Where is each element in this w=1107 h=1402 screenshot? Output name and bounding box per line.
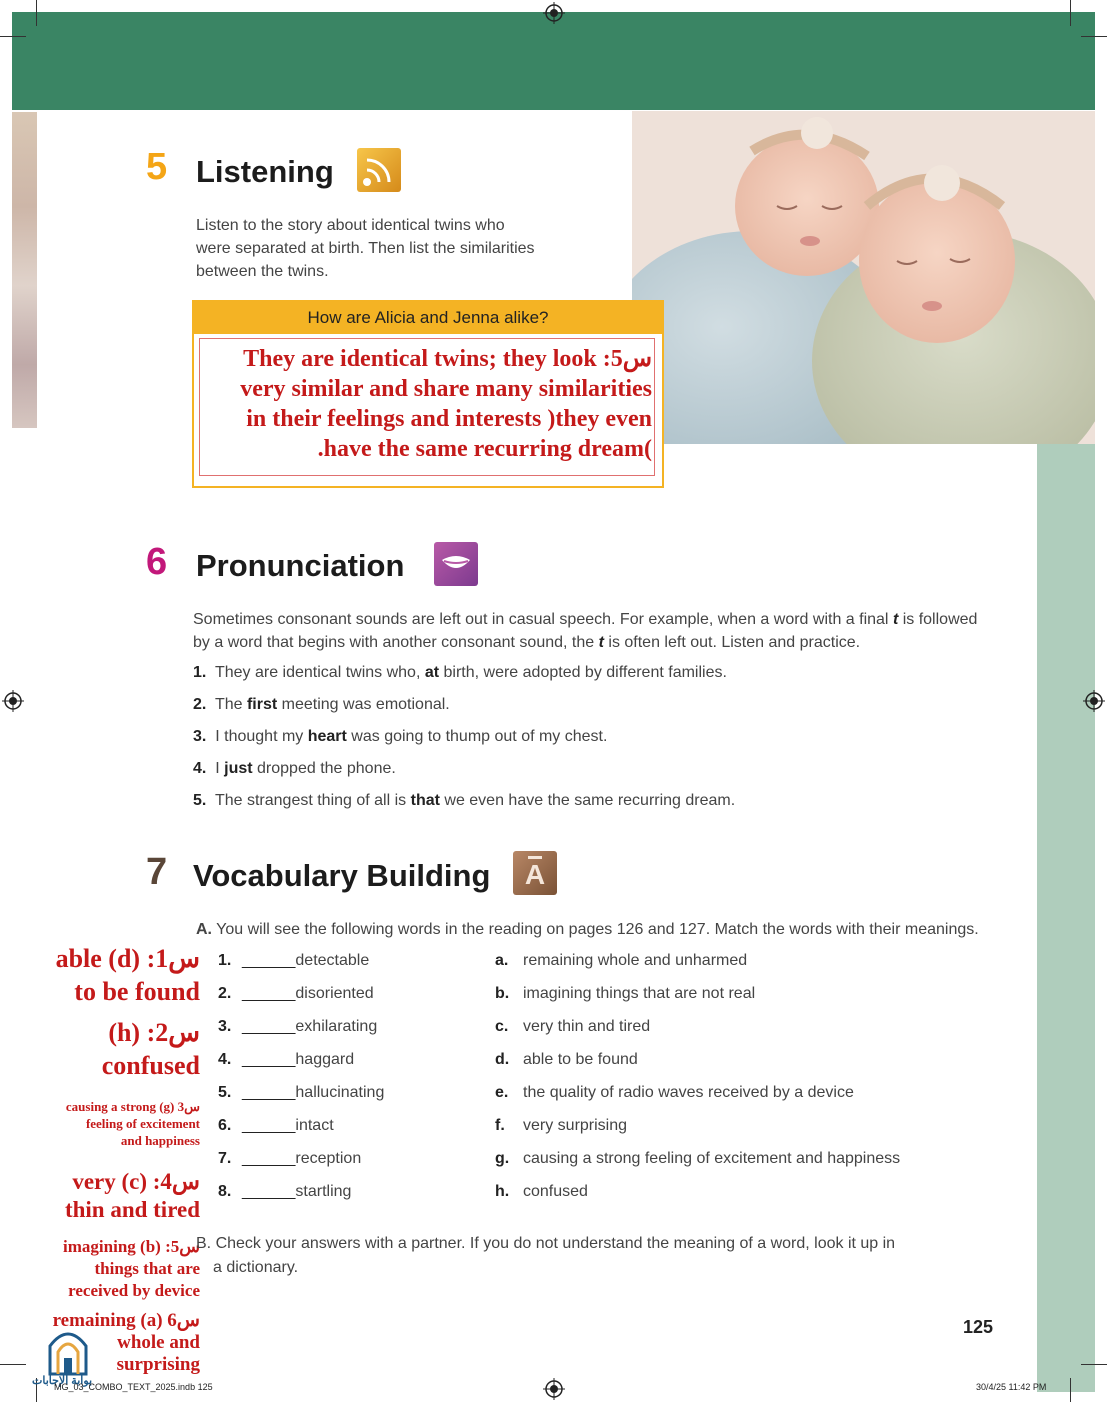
question-header: How are Alicia and Jenna alike? bbox=[194, 302, 662, 334]
page-number: 125 bbox=[963, 1317, 994, 1337]
handwritten-answer-1: able (d) :1س to be found bbox=[55, 944, 200, 1006]
list-item: 5. The strangest thing of all is that we even have the same recurring dream. bbox=[193, 792, 736, 809]
list-item: 3. ______exhilarating bbox=[218, 1018, 378, 1035]
registration-target-icon bbox=[1083, 690, 1105, 712]
handwritten-answer-6: remaining (a) 6س whole and surprising bbox=[52, 1310, 200, 1375]
list-item: 3. I thought my heart was going to thump out of my chest. bbox=[193, 728, 608, 745]
answer-line: They are identical twins; they look :5س bbox=[243, 346, 652, 372]
instruction-line: were separated at birth. Then list the similarities bbox=[196, 240, 535, 257]
instruction-line: Listen to the story about identical twins who bbox=[196, 217, 505, 234]
handwritten-answer-4: very (c) :4س thin and tired bbox=[64, 1169, 200, 1222]
part-b-line: B. Check your answers with a partner. If you do not understand the meaning of a word, look it up in bbox=[196, 1235, 896, 1252]
top-green-band bbox=[12, 12, 1095, 110]
list-item: 4. ______haggard bbox=[218, 1051, 355, 1068]
list-item: 1. ______detectable bbox=[218, 952, 370, 969]
list-item: f. very surprising bbox=[495, 1117, 628, 1134]
intro-line: Sometimes consonant sounds are left out in casual speech. For example, when a word with a final t is followed bbox=[193, 611, 978, 628]
handwritten-answer-5: imagining (b) :5س things that are received by device bbox=[63, 1237, 200, 1300]
vocabulary-icon bbox=[513, 851, 557, 895]
handwritten-answer-2: (h) :2س confused bbox=[101, 1018, 200, 1080]
right-sage-band bbox=[1037, 444, 1095, 1392]
list-item: g. causing a strong feeling of excitement and happiness bbox=[495, 1150, 901, 1167]
registration-target-icon bbox=[2, 690, 24, 712]
crop-mark bbox=[1081, 36, 1107, 37]
list-item: c. very thin and tired bbox=[495, 1018, 651, 1035]
word-list bbox=[218, 952, 384, 1216]
crop-mark bbox=[0, 1364, 26, 1365]
list-item: 5. ______hallucinating bbox=[218, 1084, 385, 1101]
crop-mark bbox=[0, 36, 26, 37]
crop-mark bbox=[1070, 0, 1071, 26]
handwritten-answer bbox=[202, 344, 652, 464]
list-item: 8. ______startling bbox=[218, 1183, 352, 1200]
section-5-title: Listening bbox=[196, 154, 334, 189]
intro-line: by a word that begins with another consonant sound, the t is often left out. Listen and practice. bbox=[193, 634, 861, 651]
section-6-title: Pronunciation bbox=[196, 548, 405, 583]
list-item: 6. ______intact bbox=[218, 1117, 334, 1134]
crop-mark bbox=[1081, 1364, 1107, 1365]
list-item: e. the quality of radio waves received by a device bbox=[495, 1084, 854, 1101]
registration-target-icon bbox=[543, 2, 565, 24]
part-b-line: a dictionary. bbox=[213, 1259, 299, 1276]
answer-line: .have the same recurring dream( bbox=[317, 436, 652, 462]
svg-text:A: A bbox=[524, 859, 546, 890]
section-7-number: 7 bbox=[146, 851, 168, 893]
footer-file: MG_03_COMBO_TEXT_2025.indb 125 bbox=[54, 1382, 213, 1392]
handwritten-answer-3: causing a strong (g) 3س feeling of excitement and happiness bbox=[65, 1099, 200, 1148]
section-5-instructions bbox=[196, 214, 616, 283]
list-item: 4. I just dropped the phone. bbox=[193, 760, 396, 777]
left-photo-strip bbox=[12, 112, 37, 428]
audio-icon bbox=[357, 148, 401, 192]
section-7-title: Vocabulary Building bbox=[193, 858, 491, 893]
list-item: b. imagining things that are not real bbox=[495, 985, 756, 1002]
meaning-list bbox=[495, 952, 900, 1216]
section-6-number: 6 bbox=[146, 541, 168, 583]
answer-line: in their feelings and interests )they even bbox=[246, 406, 652, 432]
list-item: h. confused bbox=[495, 1183, 588, 1200]
list-item: 7. ______reception bbox=[218, 1150, 362, 1167]
list-item: d. able to be found bbox=[495, 1051, 638, 1068]
section-5-number: 5 bbox=[146, 146, 168, 188]
watermark-logo-icon bbox=[44, 1320, 92, 1376]
twins-photo bbox=[632, 111, 1095, 444]
list-item: 2. The first meeting was emotional. bbox=[193, 696, 450, 713]
crop-mark bbox=[1070, 1378, 1071, 1402]
part-b-instructions bbox=[196, 1232, 936, 1280]
pronunciation-list bbox=[193, 664, 735, 824]
instruction-line: between the twins. bbox=[196, 263, 329, 280]
footer-timestamp: 30/4/25 11:42 PM bbox=[976, 1382, 1047, 1392]
crop-mark bbox=[36, 0, 37, 26]
registration-target-icon bbox=[543, 1378, 565, 1400]
section-6-intro bbox=[193, 608, 1023, 654]
list-item: a. remaining whole and unharmed bbox=[495, 952, 748, 969]
list-item: 1. They are identical twins who, at birth, were adopted by different families. bbox=[193, 664, 727, 681]
mouth-icon bbox=[434, 542, 478, 586]
answer-line: very similar and share many similarities bbox=[240, 376, 652, 402]
watermark-text: بوابة الإجابات bbox=[32, 1375, 93, 1387]
list-item: 2. ______disoriented bbox=[218, 985, 374, 1002]
part-a-instructions: A. You will see the following words in the reading on pages 126 and 127. Match the words with their meanings. bbox=[196, 921, 979, 938]
